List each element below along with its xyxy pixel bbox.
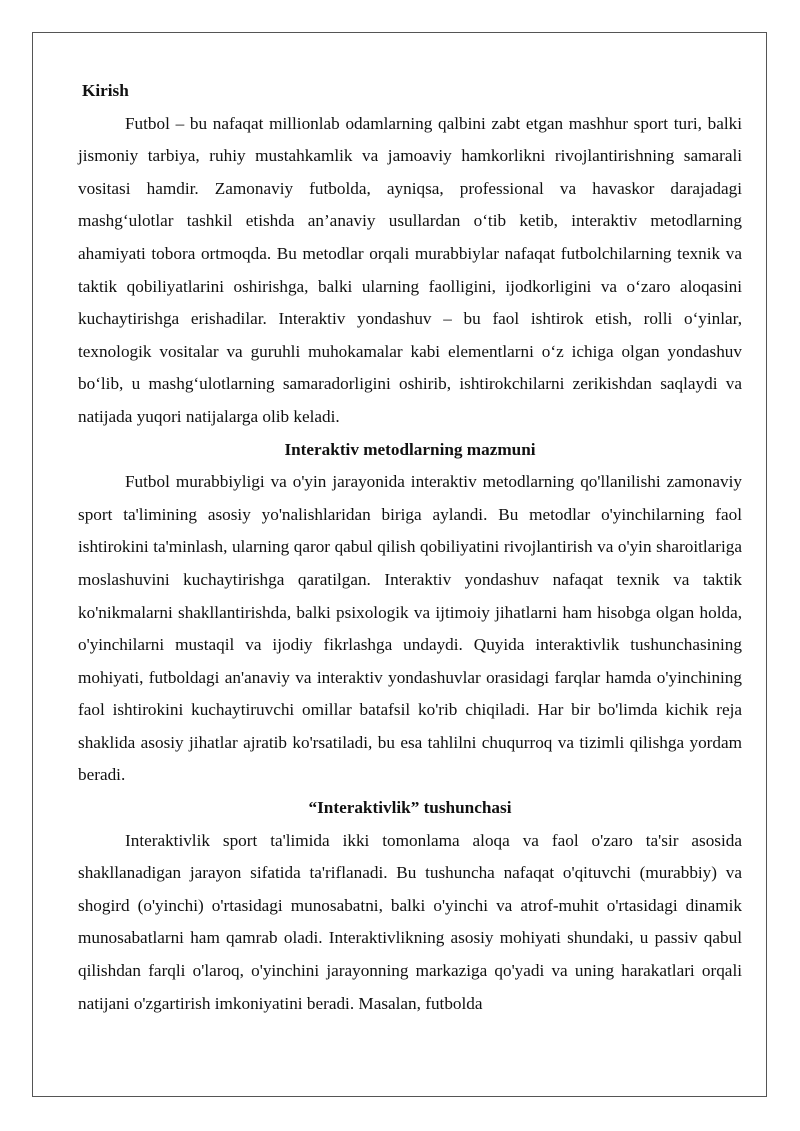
intro-paragraph: Futbol – bu nafaqat millionlab odamlarning qalbini zabt etgan mashhur sport turi, balki jismoniy tarbiya, ruhiy mustahkamlik va jamoaviy hamkorlikni rivojlantirishning samarali vositasi hamdir. Zamonaviy futbolda, ayniqsa, professional va havaskor darajadagi mashg‘ulotlar tashkil etishda an’anaviy usullardan o‘tib ketib, interaktiv metodlarning ahamiyati tobora ortmoqda. Bu metodlar orqali murabbiylar nafaqat futbolchilarning texnik va taktik qobiliyatlarini oshirishga, balki ularning faolligini, ijodkorligini va o‘zaro aloqasini kuchaytirishga erishadilar. Interaktiv yondashuv – bu faol ishtirok etish, rolli o‘yinlar, texnologik vositalar va guruhli muhokamalar kabi elementlarni o‘z ichiga olgan yondashuv bo‘lib, u mashg‘ulotlarning samaradorligini oshirib, ishtirokchilarni zerikishdan saqlaydi va natijada yuqori natijalarga olib keladi.: [78, 113, 742, 426]
intro-heading: Kirish: [82, 81, 129, 100]
section-heading-interactivity-concept: “Interaktivlik” tushunchasi: [308, 798, 512, 818]
section-paragraph-interactive-methods: Futbol murabbiyligi va o'yin jarayonida interaktiv metodlarning qo'llanilishi zamonaviy sport ta'limining asosiy yo'nalishlaridan biriga aylandi. Bu metodlar o'yinchilarning faol ishtirokini ta'minlash, ularning qaror qabul qilish qobiliyatini rivojlantirish va o'yin sharoitlariga moslashuvini kuchaytirishga qaratilgan. Interaktiv yondashuv nafaqat texnik va taktik ko'nikmalarni shakllantirishda, balki psixologik va ijtimoiy jihatlarni ham hisobga olgan holda, o'yinchilarni mustaqil va ijodiy fikrlashga undaydi. Quyida interaktivlik tushunchasining mohiyati, futboldagi an'anaviy va interaktiv yondashuvlar orasidagi farqlar hamda o'yinchining faol ishtirokini kuchaytiruvchi omillar batafsil ko'rib chiqiladi. Har bir bo'limda kichik reja shaklida asosiy jihatlar ajratib ko'rsatiladi, bu esa tahlilni chuqurroq va tizimli qilishga yordam beradi.: [78, 472, 742, 785]
document-body: [78, 75, 742, 1020]
section-heading-interactive-methods: Interaktiv metodlarning mazmuni: [284, 439, 536, 459]
section-paragraph-interactivity-concept: Interaktivlik sport ta'limida ikki tomonlama aloqa va faol o'zaro ta'sir asosida shakllanadigan jarayon sifatida ta'riflanadi. Bu tushuncha nafaqat o'qituvchi (murabbiy) va shogird (o'yinchi) o'rtasidagi munosabatni, balki o'yinchi va atrof-muhit o'rtasidagi dinamik munosabatlarni ham qamrab oladi. Interaktivlikning asosiy mohiyati shundaki, u passiv qabul qilishdan farqli o'laroq, o'yinchini jarayonning markaziga qo'yadi va uning harakatlari orqali natijani o'zgartirish imkoniyatini beradi. Masalan, futbolda: [78, 830, 742, 1013]
